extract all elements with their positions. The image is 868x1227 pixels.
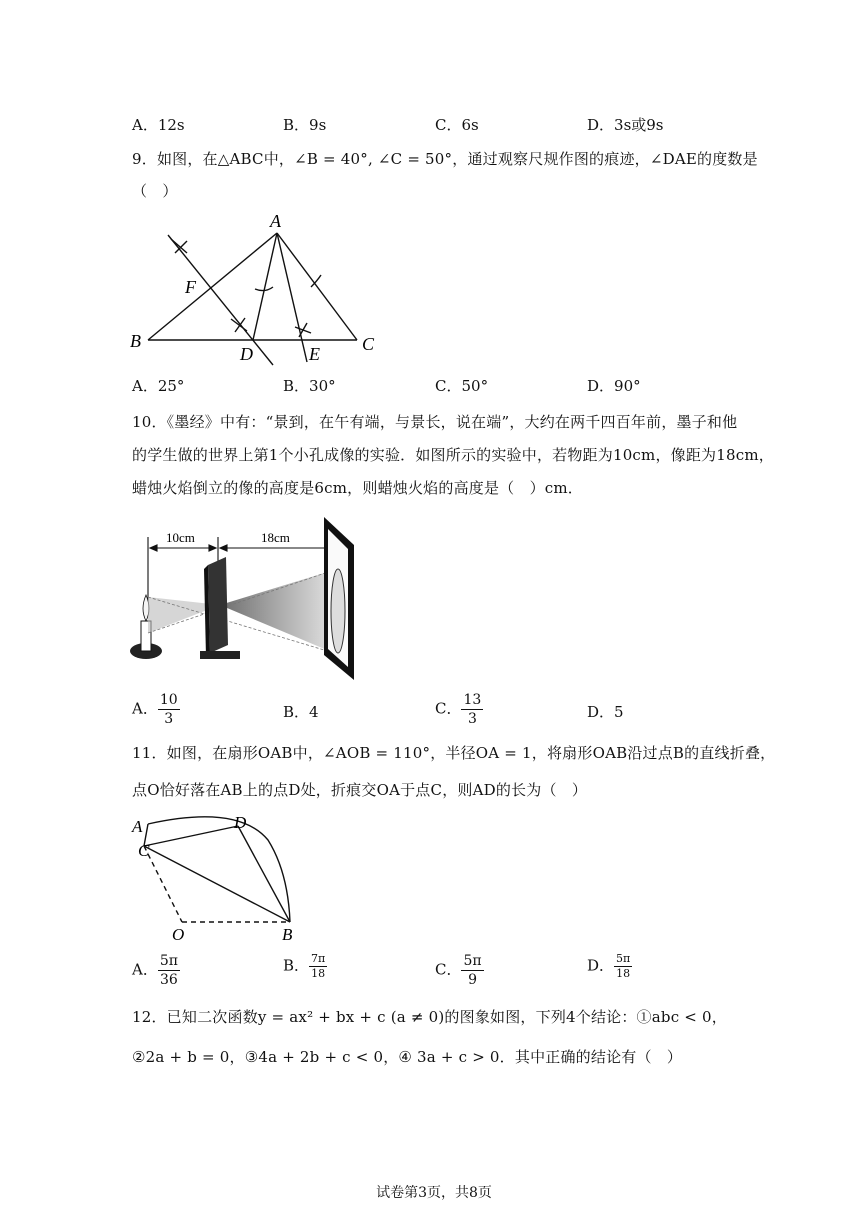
q9-label-d: D [240, 344, 253, 364]
q11-label-o: O [172, 925, 185, 944]
q11-stem-line2: 点O恰好落在AB上的点D处，折痕交OA于点C，则AD的长为（ ） [132, 781, 588, 799]
q9-option-a: A．25° [132, 377, 185, 395]
q10-label-image-distance: 18cm [261, 530, 290, 545]
q9-label-b: B [130, 331, 141, 351]
q9-triangle-figure [125, 205, 395, 375]
q9-label-f: F [185, 277, 196, 297]
q9-option-b: B．30° [283, 377, 336, 395]
q9-label-c: C [362, 334, 375, 354]
q10-stem-line2: 的学生做的世界上第1个小孔成像的实验．如图所示的实验中，若物距为10cm，像距为18cm， [132, 446, 774, 464]
q10-option-a: A． $\frac{10}{3}$ [132, 692, 178, 727]
q10-label-object-distance: 10cm [166, 530, 195, 545]
q11-sector-figure [128, 812, 318, 947]
q10-option-a-fraction: $\frac{10}{3}$ [159, 692, 178, 727]
q9-option-d: D．90° [587, 377, 641, 395]
q8-option-b: B．9s [283, 116, 327, 134]
q9-stem-line2: （ ） [132, 182, 178, 200]
q11-option-c: C． $\frac{5\pi}{9}$ [435, 953, 482, 988]
q10-pinhole-figure [128, 515, 368, 685]
q12-stem-line1: 12．已知二次函数y = ax² + bx + c (a ≠ 0)的图象如图，下列4个结论：①abc < 0， [132, 1008, 727, 1026]
q10-option-c-fraction: $\frac{13}{3}$ [463, 692, 482, 727]
q10-option-d: D．5 [587, 703, 624, 721]
q9-option-c: C．50° [435, 377, 489, 395]
q11-stem-line1: 11．如图，在扇形OAB中，∠AOB = 110°，半径OA = 1，将扇形OAB沿过点B的直线折叠， [132, 744, 776, 762]
q11-label-c: C [138, 841, 150, 860]
q9-stem-line1: 9．如图，在△ABC中，∠B = 40°, ∠C = 50°，通过观察尺规作图的痕迹，∠DAE的度数是 [132, 150, 758, 168]
q8-option-a: A．12s [132, 116, 185, 134]
q10-option-b: B．4 [283, 703, 319, 721]
q11-option-a-fraction: $\frac{5\pi}{36}$ [159, 953, 178, 988]
q11-option-c-fraction: $\frac{5\pi}{9}$ [463, 953, 482, 988]
q10-stem-line3: 蜡烛火焰倒立的像的高度是6cm，则蜡烛火焰的高度是（ ）cm． [132, 479, 583, 497]
q10-option-c: C． $\frac{13}{3}$ [435, 692, 482, 727]
q8-option-c: C．6s [435, 116, 479, 134]
q11-option-b-fraction: $\frac{7\pi}{18}$ [311, 952, 326, 980]
q8-option-d: D．3s或9s [587, 116, 664, 134]
q10-stem-line1: 10．《墨经》中有：“景到，在午有端，与景长，说在端”，大约在两千四百年前，墨子和他 [132, 413, 738, 431]
q11-option-a: A． $\frac{5\pi}{36}$ [132, 953, 178, 988]
q11-label-a: A [132, 817, 143, 836]
q9-label-a: A [270, 211, 281, 231]
page-footer: 试卷第3页，共8页 [376, 1185, 492, 1201]
q11-label-d: D [234, 813, 247, 832]
q11-option-d-fraction: $\frac{5\pi}{18}$ [616, 952, 631, 980]
q9-label-e: E [309, 344, 320, 364]
q11-option-b: B． $\frac{7\pi}{18}$ [283, 952, 326, 980]
q11-label-b: B [282, 925, 293, 944]
q11-option-d: D． $\frac{5\pi}{18}$ [587, 952, 631, 980]
q12-stem-line2: ②2a + b = 0，③4a + 2b + c < 0，④ 3a + c > 0．其中正确的结论有（ ） [132, 1048, 683, 1066]
